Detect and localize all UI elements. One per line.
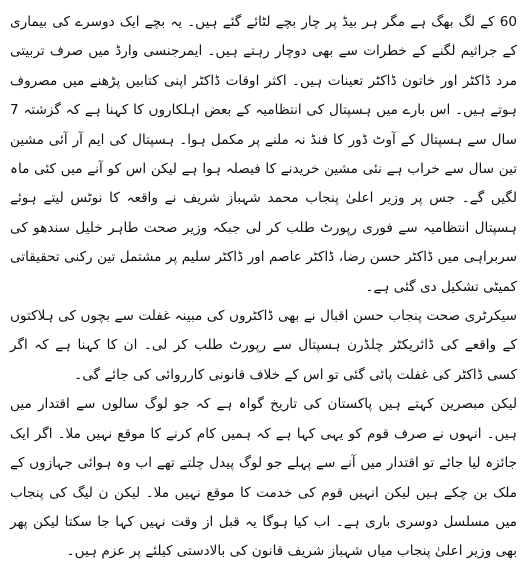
article-paragraph-2: سیکرٹری صحت پنجاب حسن اقبال نے بھی ڈاکٹروں کی مبینہ غفلت سے بچوں کی ہلاکتوں کے واقعے کی ڈائریکٹر چلڈرن ہسپتال سے رپورٹ طلب کر لی۔ ان کا کہنا ہے کہ اگر کسی ڈاکٹر کی غفلت پائی گئی تو اس کے خلاف قانونی کارروائی کی جائے گی۔	[10, 308, 517, 383]
article-paragraph-3: لیکن مبصرین کہتے ہیں پاکستان کی تاریخ گواہ ہے کہ جو لوگ سالوں سے اقتدار میں ہیں۔ انہوں نے صرف قوم کو یہی کہا ہے کہ ہمیں کام کرنے کا موقع نہیں ملا۔ اگر ایک جائزہ لیا جائے تو اقتدار میں آنے سے پہلے جو لوگ پیدل چلتے تھے اب وہ ہوائی جہازوں کے ملک بن چکے ہیں لیکن انہیں قوم کی خدمت کا موقع نہیں ملا۔ لیکن ن لیگ کی پنجاب میں مسلسل دوسری باری ہے۔ اب کیا ہوگا یہ قبل از وقت نہیں کہا جا سکتا لیکن پھر بھی وزیر اعلیٰ پنجاب میاں شہباز شریف قانون کی بالادستی کیلئے پر عزم ہیں۔	[10, 396, 517, 560]
article-paragraph-1: 60 کے لگ بھگ ہے مگر ہر بیڈ پر چار بچے لٹائے گئے ہیں۔ یہ بچے ایک دوسرے کی بیماری کے جراثیم لگنے کے خطرات سے بھی دوچار رہتے ہیں۔ ایمرجنسی وارڈ میں صرف تربیتی مرد ڈاکٹر اور خاتون ڈاکٹر تعینات ہیں۔ اکثر اوقات ڈاکٹر اپنی کتابیں پڑھنے میں مصروف ہوتے ہیں۔ اس بارے میں ہسپتال کی انتظامیہ کے بعض اہلکاروں کا کہنا ہے کہ گزشتہ 7 سال سے ہسپتال کے آوٹ ڈور کا فنڈ نہ ملنے پر مکمل ہوا۔ ہسپتال کی ایم آر آئی مشین تین سال سے خراب ہے نئی مشین خریدنے کا فیصلہ ہوا ہے لیکن اس کو آنے میں کئی ماہ لگیں گے۔ جس پر وزیر اعلیٰ پنجاب محمد شہباز شریف نے واقعہ کا نوٹس لیتے ہوئے ہسپتال انتظامیہ سے فوری رپورٹ طلب کر لی جبکہ وزیر صحت طاہر خلیل سندھو کی سربراہی میں ڈاکٹر حسن رضا، ڈاکٹر عاصم اور ڈاکٹر سلیم پر مشتمل تین رکنی تحقیقاتی کمیٹی تشکیل دی گئی ہے۔	[10, 14, 517, 295]
